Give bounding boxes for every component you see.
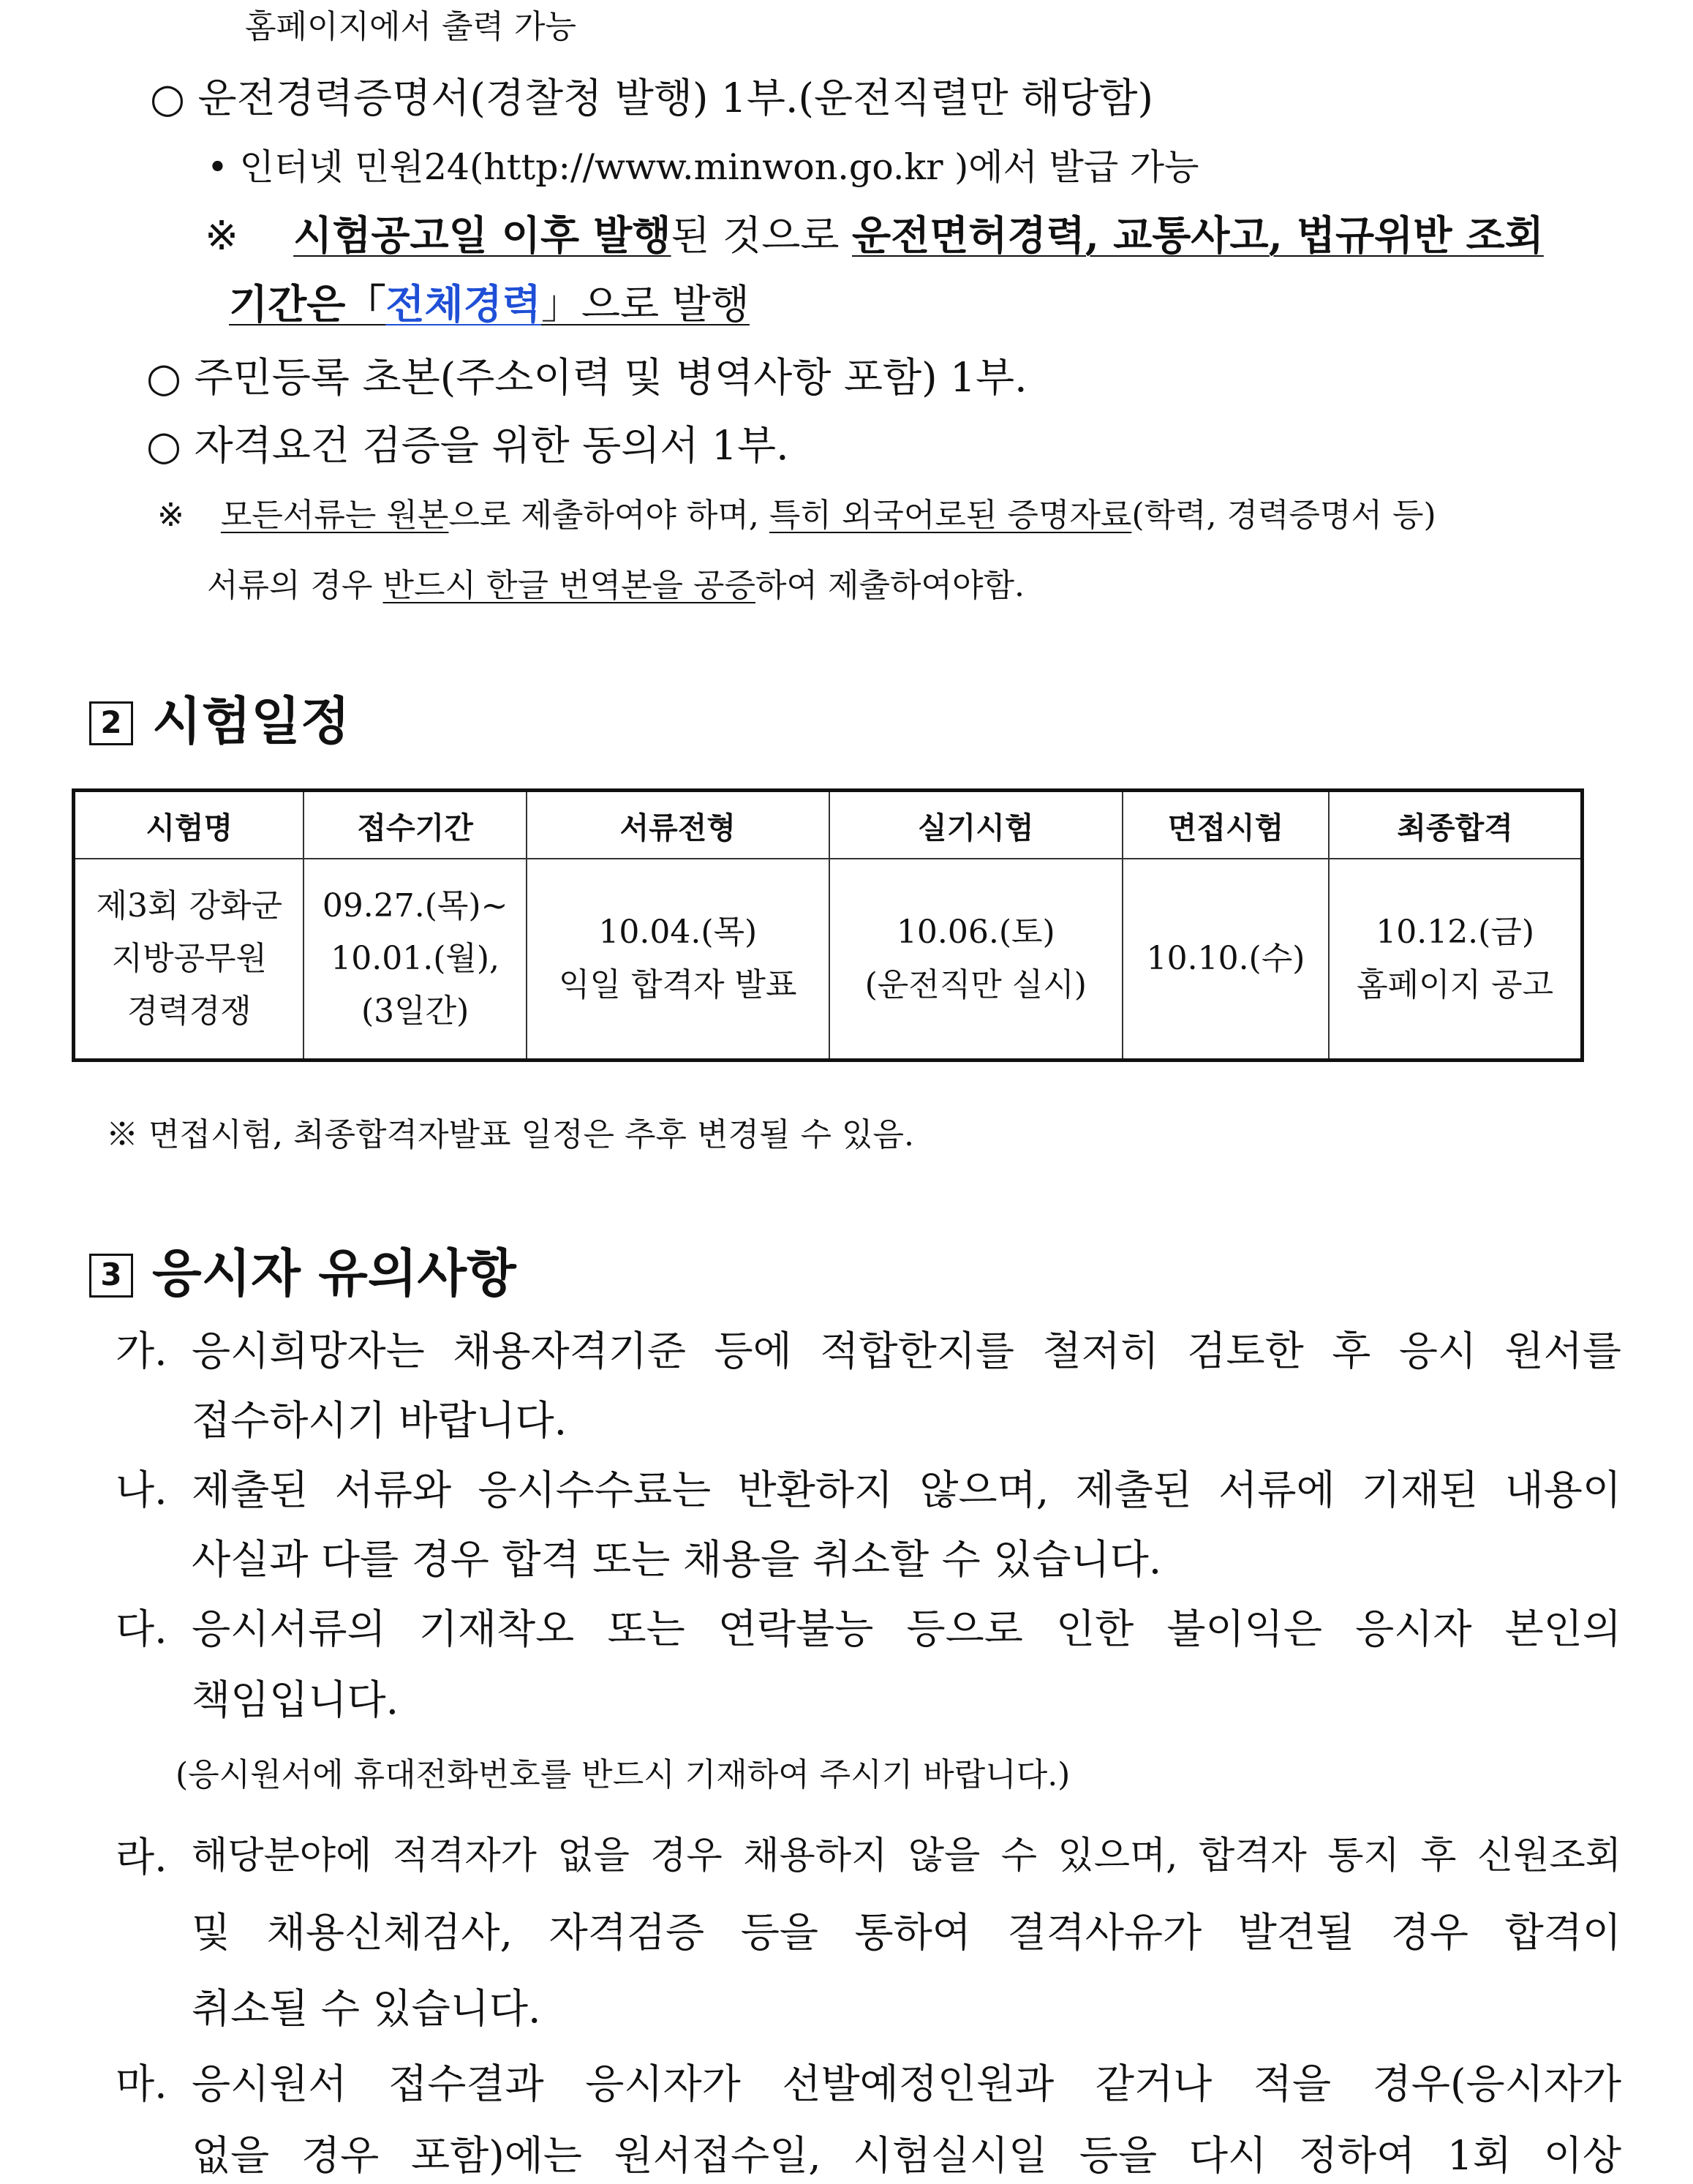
table-header: 최종합격 [1329, 791, 1582, 859]
section-number-box: 2 [89, 701, 133, 745]
table-header: 시험명 [74, 791, 304, 859]
table-cell [1329, 859, 1582, 1061]
list-item-line: 해당분야에 적격자가 없을 경우 채용하지 않을 수 있으며, 합격자 통지 후 신원조회 [192, 1834, 1621, 1878]
item-marker: 나. [116, 1466, 167, 1513]
list-item-line: 책임입니다. [192, 1676, 399, 1723]
note1-highlight-a: 시험공고일 이후 발행 [293, 211, 671, 259]
note2-text-g: 하여 제출하여야함. [755, 567, 1025, 604]
section-number-box: 3 [89, 1254, 133, 1298]
table-header: 면접시험 [1123, 791, 1329, 859]
note1-highlight-e: 전체경력 [385, 280, 541, 328]
cell-line: 10.10.(수) [1146, 940, 1305, 977]
cell-line: 10.01.(월), [331, 940, 500, 977]
phone-note: (응시원서에 휴대전화번호를 반드시 기재하여 주시기 바랍니다.) [176, 1756, 1071, 1793]
item-marker: 마. [116, 2060, 167, 2107]
cell-line: 10.06.(토) [896, 914, 1055, 951]
table-cell [829, 859, 1123, 1061]
section2-title: 시험일정 [152, 691, 350, 751]
note1-text-b: 된 것으로 [671, 212, 853, 259]
note1-line1 [205, 203, 1621, 261]
cell-line: 경력경쟁 [127, 993, 252, 1030]
note2-line2 [207, 559, 1025, 606]
list-item-line: 없을 경우 포함)에는 원서접수일, 시험실시일 등을 다시 정하여 1회 이상 [192, 2132, 1621, 2179]
cell-line: 09.27.(목)~ [322, 887, 508, 925]
cell-line: (3일간) [361, 993, 470, 1030]
section2-heading [89, 680, 350, 754]
resident-reg-line: ○ 주민등록 초본(주소이력 및 병역사항 포함) 1부. [146, 354, 1028, 401]
note2-text-a: 모든서류는 원본 [220, 497, 449, 534]
note2-text-b: 으로 제출하여야 하며, [448, 497, 769, 534]
top-line: 홈페이지에서 출력 가능 [245, 8, 577, 45]
cell-line: (운전직만 실시) [864, 966, 1087, 1003]
table-header: 접수기간 [303, 791, 526, 859]
item-marker: 가. [116, 1328, 167, 1374]
table-cell [527, 859, 829, 1061]
table-header: 실기시험 [829, 791, 1123, 859]
section3-heading [89, 1232, 516, 1306]
note2-text-f: 반드시 한글 번역본을 공증 [382, 567, 756, 604]
table-header-row [74, 791, 1583, 859]
note2-text-c: 특히 외국어로된 증명자료 [769, 497, 1132, 534]
list-item-line: 및 채용신체검사, 자격검증 등을 통하여 결격사유가 발견될 경우 합격이 [192, 1909, 1621, 1956]
note2-text-e: 서류의 경우 [207, 567, 383, 604]
internet-line: • 인터넷 민원24(http://www.minwon.go.kr )에서 발급 가능 [207, 146, 1199, 188]
list-item-line: 응시원서 접수결과 응시자가 선발예정인원과 같거나 적을 경우(응시자가 [192, 2060, 1621, 2107]
list-item-line: 접수하시기 바랍니다. [192, 1397, 568, 1444]
note-mark: ※ [205, 212, 239, 259]
cell-line: 제3회 강화군 [96, 887, 282, 925]
item-marker: 다. [116, 1605, 167, 1652]
cell-line: 홈페이지 공고 [1357, 966, 1554, 1003]
cell-line: 10.12.(금) [1376, 914, 1535, 951]
table-cell [74, 859, 304, 1061]
section3-title: 응시자 유의사항 [152, 1243, 516, 1303]
list-item-line: 사실과 다를 경우 합격 또는 채용을 취소할 수 있습니다. [192, 1536, 1162, 1583]
schedule-table [72, 788, 1584, 1062]
note1-line2 [229, 272, 750, 330]
cell-line: 지방공무원 [111, 940, 267, 977]
table-header: 서류전형 [527, 791, 829, 859]
note2-line1 [157, 489, 1436, 535]
note1-text-f: 」으로 발행 [540, 281, 750, 328]
table-cell [303, 859, 526, 1061]
consent-line: ○ 자격요건 검증을 위한 동의서 1부. [146, 422, 789, 469]
list-item-line: 응시희망자는 채용자격기준 등에 적합한지를 철저히 검토한 후 응시 원서를 [192, 1328, 1621, 1374]
cell-line: 10.04.(목) [598, 914, 758, 951]
table-row [74, 859, 1583, 1061]
cell-line: 익일 합격자 발표 [559, 966, 797, 1003]
note1-text-d: 기간은「 [229, 280, 386, 328]
list-item-line: 제출된 서류와 응시수수료는 반환하지 않으며, 제출된 서류에 기재된 내용이 [192, 1466, 1621, 1513]
note2-text-d: (학력, 경력증명서 등) [1131, 497, 1436, 534]
item-marker: 라. [116, 1834, 167, 1880]
schedule-note: ※ 면접시험, 최종합격자발표 일정은 추후 변경될 수 있음. [106, 1116, 914, 1153]
note-mark: ※ [157, 497, 184, 534]
note1-highlight-c: 운전면허경력, 교통사고, 법규위반 조회 [852, 211, 1544, 259]
list-item-line: 취소될 수 있습니다. [192, 1985, 541, 2032]
list-item-line: 응시서류의 기재착오 또는 연락불능 등으로 인한 불이익은 응시자 본인의 [192, 1605, 1621, 1652]
table-cell [1123, 859, 1329, 1061]
driving-cert-line: ○ 운전경력증명서(경찰청 발행) 1부.(운전직렬만 해당함) [150, 75, 1153, 121]
